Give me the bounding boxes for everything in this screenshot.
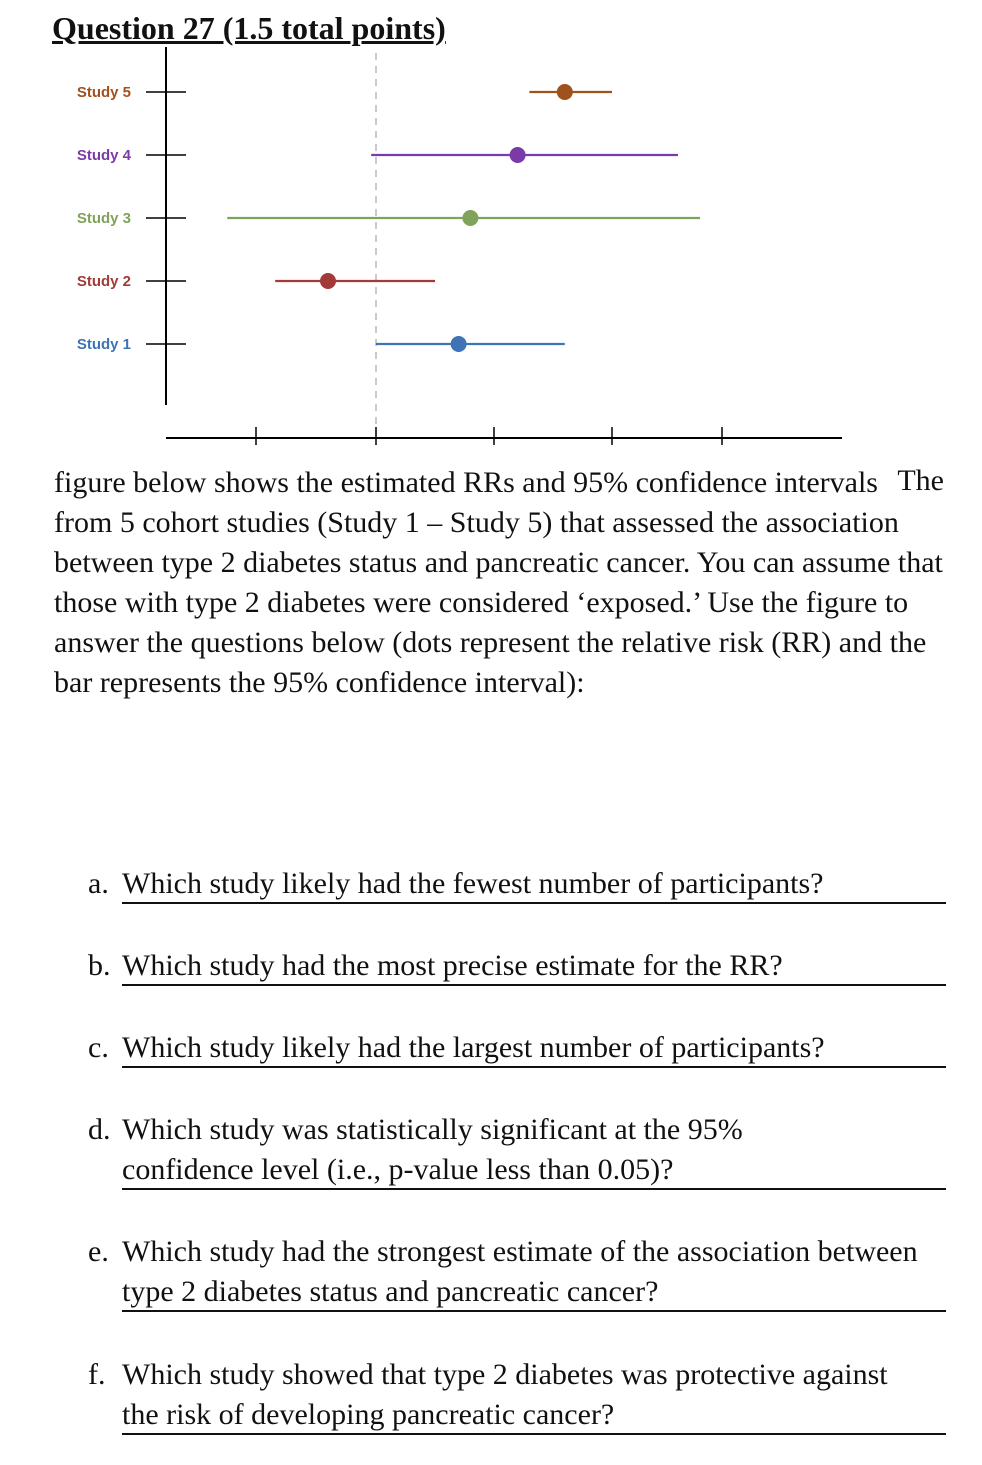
rr-point bbox=[557, 84, 573, 100]
question-letter: a. bbox=[88, 867, 109, 900]
answer-line-e[interactable] bbox=[122, 1310, 946, 1312]
answer-line-d[interactable] bbox=[122, 1188, 946, 1190]
question-text: Which study was statistically significant at the 95% confidence level (i.e., p-value less than 0.05)? bbox=[122, 1113, 743, 1186]
forest-plot bbox=[0, 45, 982, 445]
question-c bbox=[88, 1028, 946, 1068]
question-a bbox=[88, 864, 946, 904]
question-letter: c. bbox=[88, 1031, 109, 1064]
answer-line-a[interactable] bbox=[122, 902, 946, 904]
question-text: Which study likely had the fewest number of participants? bbox=[122, 867, 824, 900]
study-label: Study 2 bbox=[76, 273, 131, 290]
rr-point bbox=[451, 336, 467, 352]
question-letter: f. bbox=[88, 1358, 106, 1391]
question-text: Which study had the most precise estimate for the RR? bbox=[122, 949, 783, 982]
question-title: Question 27 (1.5 total points) bbox=[52, 10, 446, 46]
question-b bbox=[88, 946, 946, 986]
study-label: Study 5 bbox=[76, 84, 131, 101]
question-e bbox=[88, 1232, 946, 1312]
study-label: Study 1 bbox=[76, 336, 131, 353]
intro-lead-word: The bbox=[897, 464, 944, 497]
answer-line-f[interactable] bbox=[122, 1433, 946, 1435]
question-letter: e. bbox=[88, 1235, 109, 1268]
intro-body: figure below shows the estimated RRs and 95% confidence intervals from 5 cohort studies (Study 1 – Study 5) that assessed the association between type 2 diabetes status and pancreatic cancer. You can assume that those with type 2 diabetes were considered ‘exposed.’ Use the figure to answer the questions below (dots represent the relative risk (RR) and the bar represents the 95% confidence interval): bbox=[54, 466, 943, 699]
question-text: Which study had the strongest estimate of the association between type 2 diabetes status and pancreatic cancer? bbox=[122, 1235, 918, 1308]
question-text: Which study showed that type 2 diabetes was protective against the risk of developing pancreatic cancer? bbox=[122, 1358, 888, 1431]
question-letter: b. bbox=[88, 949, 111, 982]
rr-point bbox=[510, 147, 526, 163]
question-text: Which study likely had the largest number of participants? bbox=[122, 1031, 825, 1064]
answer-line-c[interactable] bbox=[122, 1066, 946, 1068]
study-label: Study 4 bbox=[76, 147, 131, 164]
answer-line-b[interactable] bbox=[122, 984, 946, 986]
question-d bbox=[88, 1110, 946, 1190]
question-intro bbox=[54, 463, 944, 783]
study-label: Study 3 bbox=[76, 210, 131, 227]
rr-point bbox=[462, 210, 478, 226]
question-f bbox=[88, 1355, 946, 1435]
question-letter: d. bbox=[88, 1113, 111, 1146]
rr-point bbox=[320, 273, 336, 289]
